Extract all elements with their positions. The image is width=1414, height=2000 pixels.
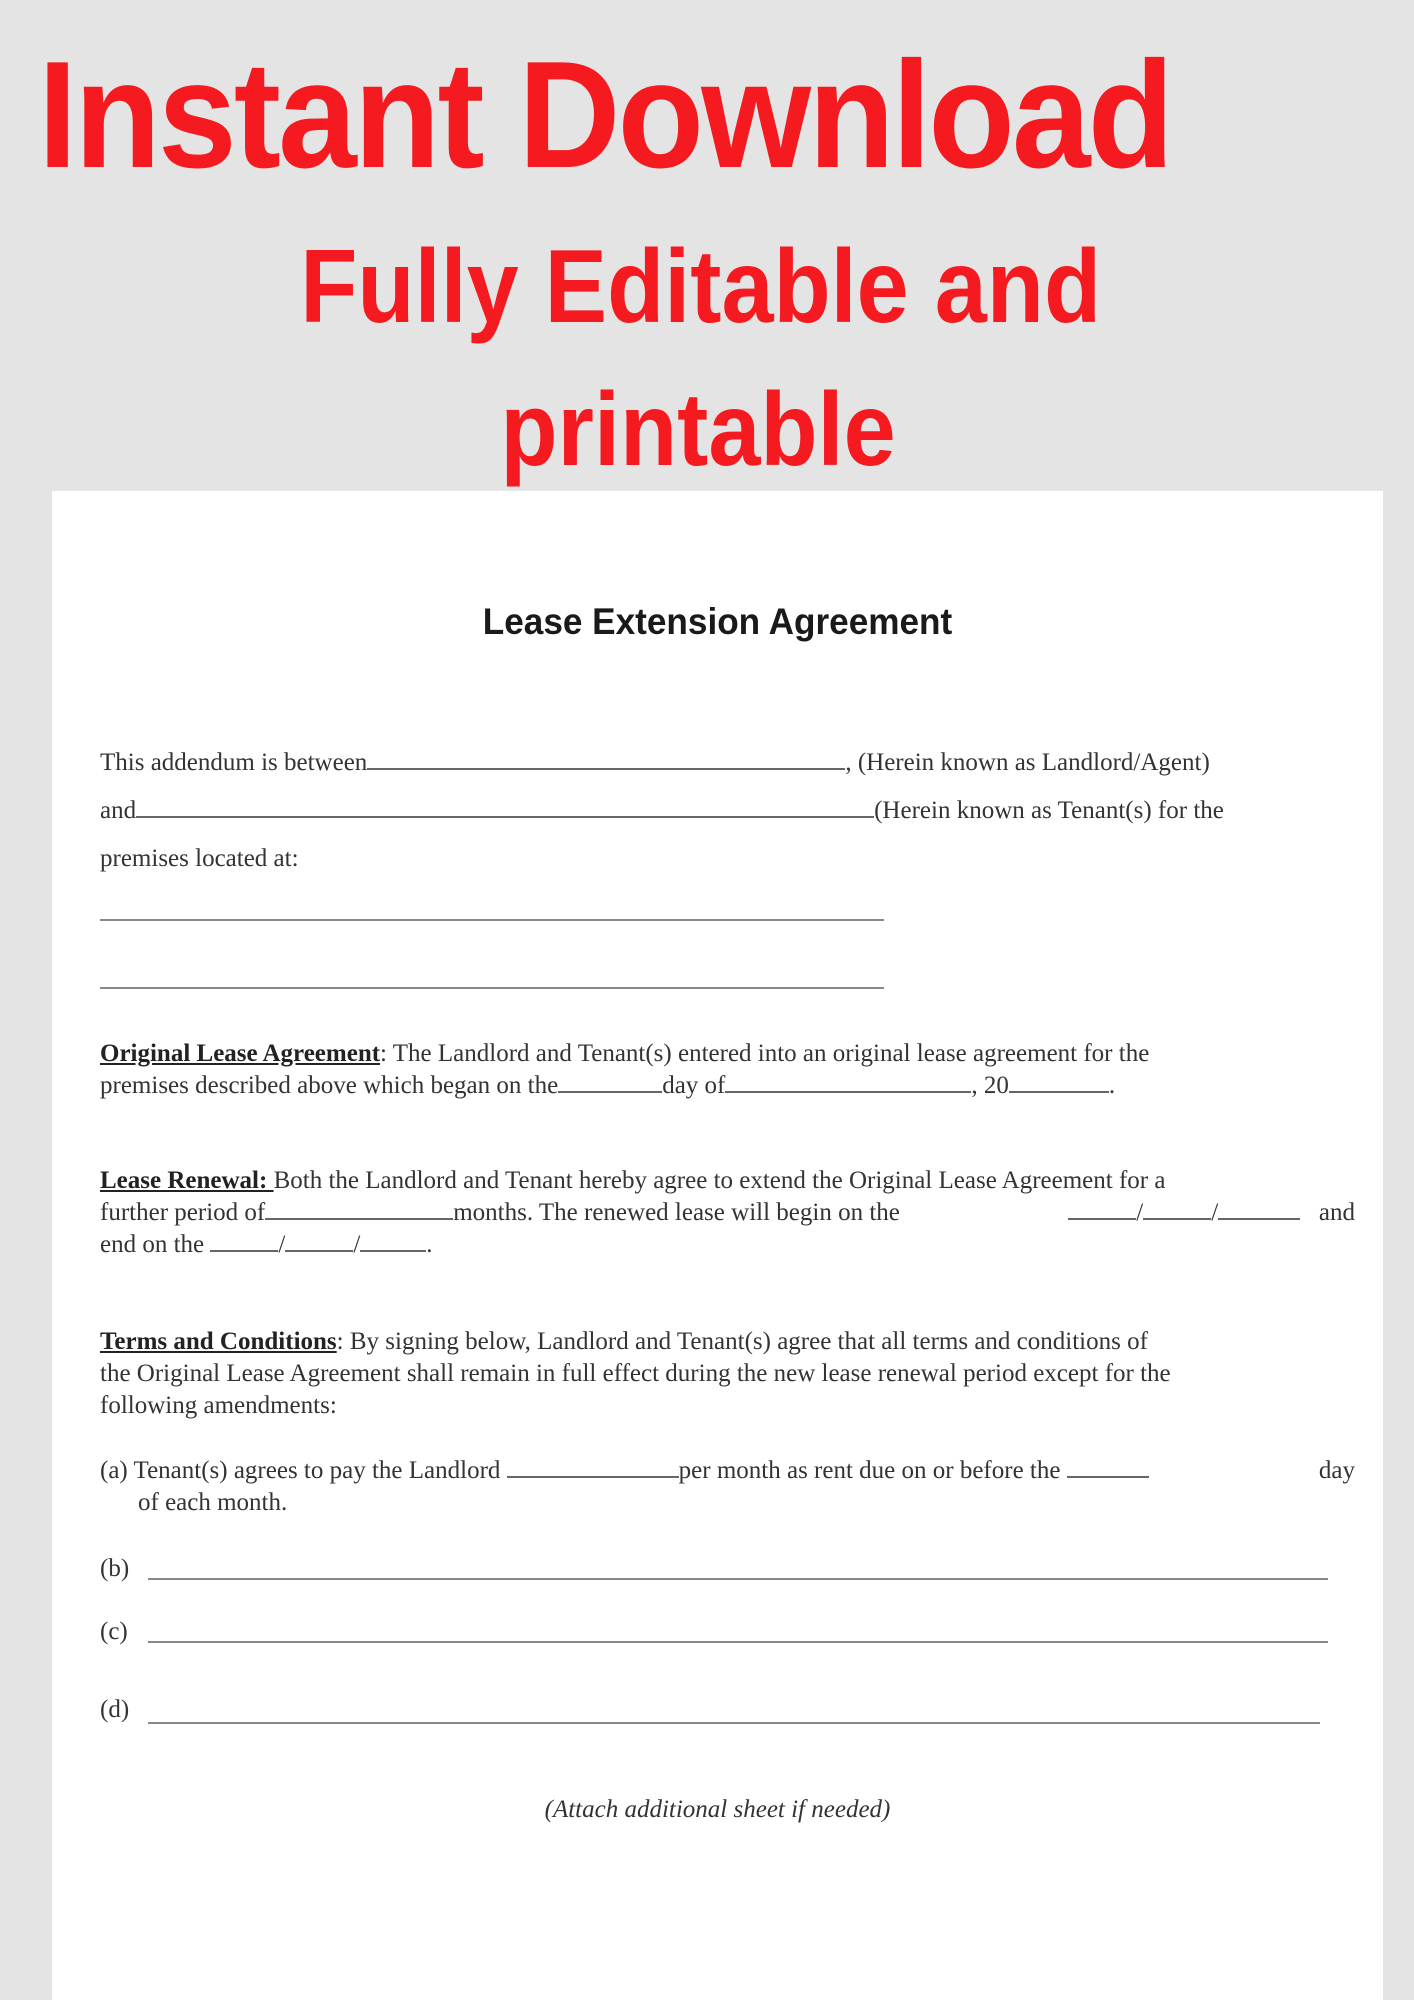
section-text: the Original Lease Agreement shall remain in full effect during the new lease renewal period except for the xyxy=(100,1360,1171,1387)
amendment-text: day xyxy=(1318,1457,1355,1484)
intro-line-1 xyxy=(100,749,1210,777)
amendment-c-field[interactable] xyxy=(148,1641,1328,1643)
slash: / xyxy=(1211,1199,1219,1226)
terms-label: Terms and Conditions xyxy=(100,1328,337,1355)
end-day-field[interactable] xyxy=(285,1232,353,1252)
amendment-b-label: (b) xyxy=(100,1555,130,1582)
original-month-field[interactable] xyxy=(725,1073,971,1093)
premises-address-field-2[interactable] xyxy=(100,987,884,989)
banner-printable: printable xyxy=(500,372,896,488)
amendment-d-label: (d) xyxy=(100,1696,130,1723)
rent-amount-field[interactable] xyxy=(507,1458,679,1478)
tenant-name-field[interactable] xyxy=(136,798,874,818)
banner-fully-editable: Fully Editable and xyxy=(300,229,1102,345)
section-text: . xyxy=(426,1231,433,1258)
amendment-a xyxy=(100,1455,1355,1519)
original-lease-label: Original Lease Agreement xyxy=(100,1040,381,1067)
begin-month-field[interactable] xyxy=(1068,1200,1136,1220)
section-text: premises described above which began on the xyxy=(100,1072,559,1099)
section-text: , 20 xyxy=(971,1072,1009,1099)
intro-line-3: premises located at: xyxy=(100,845,299,872)
section-text: end on the xyxy=(100,1231,205,1258)
intro-text: (Herein known as Tenant(s) for the xyxy=(874,797,1224,824)
end-month-field[interactable] xyxy=(210,1232,278,1252)
lease-renewal-section xyxy=(100,1165,1355,1261)
intro-text: This addendum is between xyxy=(100,749,368,776)
terms-section xyxy=(100,1326,1355,1422)
rent-due-day-field[interactable] xyxy=(1067,1458,1149,1478)
section-text: Both the Landlord and Tenant hereby agree to extend the Original Lease Agreement for a xyxy=(273,1167,1166,1194)
amendment-text: (a) Tenant(s) agrees to pay the Landlord xyxy=(100,1457,501,1484)
section-text: : By signing below, Landlord and Tenant(s) agree that all terms and conditions of xyxy=(336,1328,1148,1355)
intro-line-2 xyxy=(100,797,1224,825)
intro-text: , (Herein known as Landlord/Agent) xyxy=(845,749,1210,776)
section-text: further period of xyxy=(100,1199,266,1226)
landlord-name-field[interactable] xyxy=(367,750,845,770)
original-day-field[interactable] xyxy=(558,1073,662,1093)
section-text: . xyxy=(1108,1072,1116,1099)
amendment-text: per month as rent due on or before the xyxy=(678,1457,1061,1484)
slash: / xyxy=(353,1231,361,1258)
intro-text: and xyxy=(100,797,137,824)
section-text: and xyxy=(1318,1199,1355,1226)
amendment-d-field[interactable] xyxy=(148,1722,1320,1724)
section-text: day of xyxy=(662,1072,726,1099)
document-title: Lease Extension Agreement xyxy=(482,601,953,642)
premises-address-field-1[interactable] xyxy=(100,919,884,921)
amendment-c-label: (c) xyxy=(100,1618,128,1645)
amendment-text: of each month. xyxy=(138,1489,288,1516)
document-page xyxy=(52,491,1383,2000)
section-text: : The Landlord and Tenant(s) entered into an original lease agreement for the xyxy=(380,1040,1150,1067)
original-year-field[interactable] xyxy=(1009,1073,1109,1093)
amendment-b-field[interactable] xyxy=(148,1578,1328,1580)
banner-instant-download: Instant Download xyxy=(38,30,1172,200)
slash: / xyxy=(278,1231,286,1258)
lease-renewal-label: Lease Renewal: xyxy=(100,1167,274,1194)
end-year-field[interactable] xyxy=(360,1232,426,1252)
section-text: months. The renewed lease will begin on the xyxy=(453,1199,900,1226)
begin-day-field[interactable] xyxy=(1143,1200,1211,1220)
slash: / xyxy=(1136,1199,1144,1226)
section-text: following amendments: xyxy=(100,1392,337,1419)
begin-year-field[interactable] xyxy=(1218,1200,1300,1220)
renewal-months-field[interactable] xyxy=(265,1200,453,1220)
footer-note: (Attach additional sheet if needed) xyxy=(544,1796,891,1823)
original-lease-section xyxy=(100,1038,1355,1102)
